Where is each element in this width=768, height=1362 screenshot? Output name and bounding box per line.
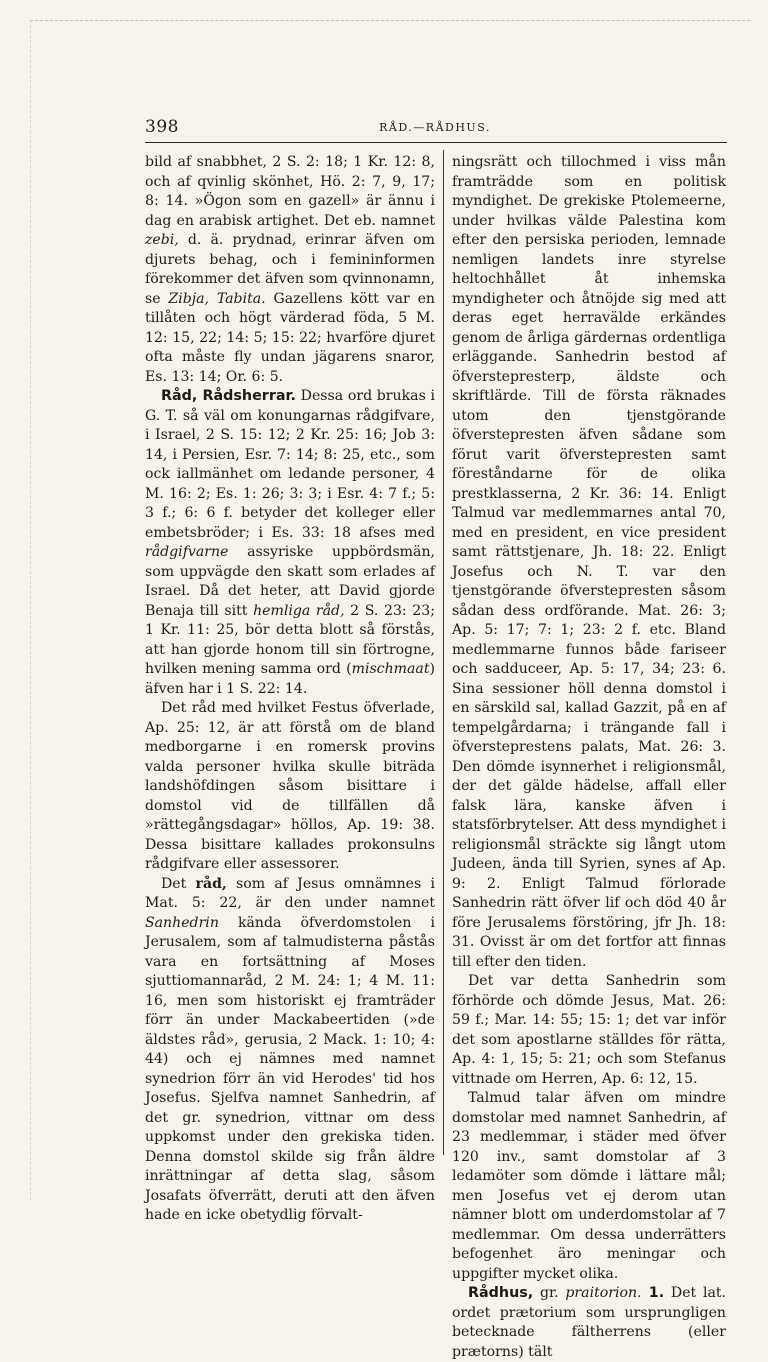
italic-term: rådgifvarne [145,544,229,560]
text-run: assyriske uppbördsmän, som uppvägde den skatt som erlades af Israel. Då det heter, att David gjorde Benaja till sitt [145,544,435,619]
text-run: bild af snabbhet, 2 S. 2: 18; 1 Kr. 12: 8, och af qvinlig skönhet, Hö. 2: 7, 9, 17; 8: 14. »Ögon som en gazell» är ännu i dag en arabisk artighet. Det eb. namnet [145,154,435,229]
entry-radhus [452,1284,726,1362]
left-column [145,153,435,1226]
right-paragraph-1 [452,153,726,972]
entry-headword: Råd, Rådsherrar. [161,388,296,404]
text-run: Det var detta Sanhedrin som förhörde och dömde Jesus, Mat. 26: 59 f.; Mar. 14: 55; 15: 1; det var inför det som apostlarne ställdes för rätta, Ap. 4: 1, 15; 5: 21; och som Stefanus vittnade om Herren, Ap. 6: 12, 15. [452,973,726,1087]
text-run: 2 S. 23: 23; 1 Kr. 11: 25, bör detta blott så förstås, att han gjorde honom till sin förtrogne, hvilken mening samma ord ( [145,602,435,677]
text-run: d. ä. prydnad, erinrar äfven om djurets behag, och i femininformen förekommer det äfven som qvinnonamn, se [145,232,435,307]
text-run: ningsrätt och tillochmed i viss mån framträdde som en politisk myndighet. De grekiske Ptolemeerne, under hvilkas välde Palestina kom efter den persiska perioden, lemnade nemligen landets inre styrelse heltochhållet åt inhemska myndigheter och åtnöjde sig med att deras eget herravälde erkändes genom de årliga gärdernas ordentliga erläggande. Sanhedrin bestod af öfverstepresterр, äldste och skriftlärde. Till de första räknades utom den tjenstgörande öfverstepresten äfven sådane som förut varit öfverstepresten samt föreståndarne för de olika prestklasserna, 2 Kr. 36: 14. Enligt Talmud var medlemmarnes antal 70, med en president, en vice president samt rättstjenare, Jh. 18: 22. Enligt Josefus och N. T. var den tjenstgörande öfverstepresten såsom sådan dess ordförande. Mat. 26: 3; Ap. 5: 17; 7: 1; 23: 2 f. etc. Bland medlemmarne funnos både fariseer och sadduceer, Ap. 5: 17, 34; 23: 6. Sina sessioner höll denna domstol i en särskild sal, kallad Gazzit, på en af tempelgårdarna; i trängande fall i öfversteprestens palats, Mat. 26: 3. Den dömde isynnerhet i religionsmål, der det gälde hädelse, affall eller falsk lära, kanske äfven i statsförbrytelser. Att dess myndighet i religionsmål sträckte sig långt utom Judeen, ända till Syrien, synes af Ap. 9: 2. Enligt Talmud förlorade Sanhedrin rätt öfver lif och död 40 år före Jerusalems förstöring, jfr Jh. 18: 31. Ovisst är om det fortfor att finnas till efter den tiden. [452,154,726,970]
page-header [145,117,725,139]
column-divider [443,150,444,1155]
italic-term: hemliga råd, [253,602,345,619]
text-run: kända öfverdomstolen i Jerusalem, som af talmudisterna påstås vara en fortsättning af Moses sjuttiomannaråd, 2 M. 24: 1; 4 M. 11: 16, men som historiskt ej framträder förr än under Mackabeertiden (»de äldstes råd», gerusia, 2 Mack. 1: 10; 4: 44) och ej nämnes med namnet synedrion förr än vid Herodes' tid hos Josefus. Sjelfva namnet Sanhedrin, af det gr. synedrion, vittnar om dess uppkomst under den grekiska tiden. Denna domstol skilde sig från äldre inrättningar af detta slag, såsom Josafats öfverrätt, deruti att den äfven hade en icke obetydlig förvalt- [145,914,435,1223]
italic-term: Zibja, Tabita. [168,290,266,307]
entry-rad-radsherrar [145,387,435,699]
scan-edge-top [30,20,750,22]
text-run: Det lat. ordet prætorium som ursprungligen betecknade fältherrens (eller prætorns) tält [452,1285,727,1360]
left-paragraph-3 [145,699,435,875]
text-run: ) äfven har i 1 S. 22: 14. [145,661,435,697]
text-run: som af Jesus omnämnes i Mat. 5: 22, är den under namnet [145,875,435,911]
left-paragraph-1 [145,153,435,387]
bold-term: råd, [195,875,227,892]
entry-number: 1. [641,1285,665,1301]
text-run: Talmud talar äfven om mindre domstolar med namnet Sanhedrin, af 23 medlemmar, i städer med öfver 120 inv., samt domstolar af 3 ledamöter som dömde i lättare mål; men Josefus vet ej derom utan nämner blott om underdomstolar af 7 medlemmar. Om dessa underrätters befogenhet äro meningar och uppgifter mycket olika. [452,1090,726,1282]
text-run: Det råd med hvilket Festus öfverlade, Ap. 25: 12, är att förstå om de bland medborgarne i en romersk provins valda personer hvilka skulle biträda landshöfdingen såsom bisittare i domstol vid de tillfällen då »rättegångsdagar» höllos, Ap. 19: 38. Dessa bisittare kallades prokonsulns rådgifvare eller assessorer. [145,700,435,872]
running-head: RÅD.—RÅDHUS. [379,121,491,134]
right-column [452,153,726,1362]
italic-term: Sanhedrin [145,914,219,931]
page-number: 398 [145,117,179,137]
right-paragraph-2 [452,972,726,1089]
italic-term: zebi, [145,232,179,248]
left-paragraph-4 [145,875,435,1226]
scan-edge-left [30,20,32,1200]
entry-headword: Rådhus, [468,1285,534,1301]
header-rule [145,142,727,143]
text-run: gr. [533,1285,566,1301]
italic-term: praitorion. [565,1285,642,1301]
text-run: Dessa ord brukas i G. T. så väl om konungarnas rådgifvare, i Israel, 2 S. 15: 12; 2 Kr. 25: 16; Job 3: 14, i Persien, Esr. 7: 14; 8: 25, etc., som ock iallmänhet om ledande personer, 4 M. 16: 2; Es. 1: 26; 3: 3; i Esr. 4: 7 f.; 5: 3 f.; 6: 6 f. betyder det kolleger eller embetsbröder; i Es. 33: 18 afses med [145,388,435,541]
text-run: Gazellens kött var en tillåten och högt värderad föda, 5 M. 12: 15, 22; 14: 5; 15: 22; hvarföre djuret ofta måste fly undan jägarens snaror, Es. 13: 14; Or. 6: 5. [145,290,435,385]
right-paragraph-3 [452,1089,726,1284]
italic-term: mischmaat [351,661,430,677]
text-run: Det [161,875,196,892]
